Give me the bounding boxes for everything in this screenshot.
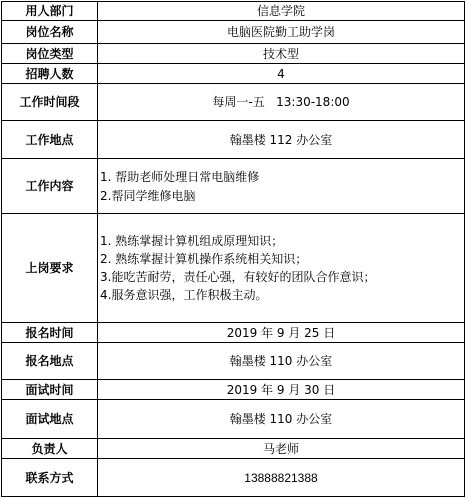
- requirements-value: [98, 214, 465, 323]
- position-type-label: 岗位类型: [2, 44, 98, 64]
- headcount-value: 4: [98, 64, 465, 84]
- duty-item-2: 2.帮同学维修电脑: [100, 188, 196, 203]
- work-hours-label: 工作时间段: [2, 84, 98, 121]
- interview-time-value: 2019 年 9 月 30 日: [98, 380, 465, 400]
- work-hours-value: 每周一-五 13:30-18:00: [98, 84, 465, 121]
- contact-info-label: 联系方式: [2, 459, 98, 497]
- interview-time-label: 面试时间: [2, 380, 98, 400]
- row-contact-info: [2, 459, 465, 497]
- department-label: 用人部门: [2, 2, 98, 21]
- registration-location-value: 翰墨楼 110 办公室: [98, 343, 465, 380]
- contact-person-value: 马老师: [98, 439, 465, 459]
- row-contact-person: [2, 439, 465, 459]
- requirement-item-4: 4.服务意识强，工作积极主动。: [100, 288, 268, 302]
- row-interview-time: [2, 380, 465, 400]
- row-interview-location: [2, 400, 465, 439]
- row-job-duties: [2, 159, 465, 214]
- row-work-location: [2, 121, 465, 159]
- position-type-value: 技术型: [98, 44, 465, 64]
- row-requirements: [2, 214, 465, 323]
- department-value: 信息学院: [98, 2, 465, 21]
- registration-time-value: 2019 年 9 月 25 日: [98, 323, 465, 343]
- job-duties-value: [98, 159, 465, 214]
- contact-phone-value: 13888821388: [98, 459, 465, 497]
- row-department: [2, 2, 465, 21]
- requirements-label: 上岗要求: [2, 214, 98, 323]
- requirement-item-1: 1. 熟练掌握计算机组成原理知识；: [100, 234, 284, 248]
- requirement-item-3: 3.能吃苦耐劳，责任心强，有较好的团队合作意识；: [100, 270, 376, 284]
- row-headcount: [2, 64, 465, 84]
- interview-location-value: 翰墨楼 110 办公室: [98, 400, 465, 439]
- headcount-label: 招聘人数: [2, 64, 98, 84]
- job-posting-table: [1, 1, 465, 497]
- work-location-value: 翰墨楼 112 办公室: [98, 121, 465, 159]
- contact-person-label: 负责人: [2, 439, 98, 459]
- interview-location-label: 面试地点: [2, 400, 98, 439]
- work-location-label: 工作地点: [2, 121, 98, 159]
- row-position-name: [2, 21, 465, 44]
- row-work-hours: [2, 84, 465, 121]
- position-name-label: 岗位名称: [2, 21, 98, 44]
- registration-location-label: 报名地点: [2, 343, 98, 380]
- registration-time-label: 报名时间: [2, 323, 98, 343]
- row-registration-location: [2, 343, 465, 380]
- job-duties-label: 工作内容: [2, 159, 98, 214]
- position-name-value: 电脑医院勤工助学岗: [98, 21, 465, 44]
- requirement-item-2: 2. 熟练掌握计算机操作系统相关知识；: [100, 252, 308, 266]
- duty-item-1: 1. 帮助老师处理日常电脑维修: [100, 169, 260, 184]
- row-registration-time: [2, 323, 465, 343]
- row-position-type: [2, 44, 465, 64]
